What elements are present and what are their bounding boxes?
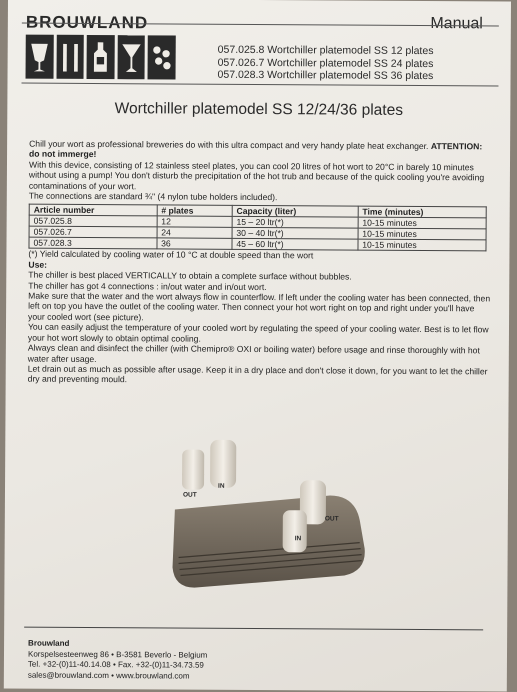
logo-tile-glass-icon: [117, 35, 145, 79]
column-header: Article number: [29, 205, 157, 217]
table-cell: 057.026.7: [29, 227, 157, 239]
article-references: [218, 44, 434, 83]
use-instruction: The chiller is best placed VERTICALLY to obtain a complete surface without bubbles.: [28, 269, 352, 282]
brand-logo: [26, 35, 176, 80]
footer-contact: [28, 639, 208, 682]
manual-page: [4, 0, 511, 692]
connector-out-left: [210, 440, 236, 488]
table-cell: 36: [157, 238, 232, 249]
intro-description: With this device, consisting of 12 stainless steel plates, you can cool 20 litres of hot wort to 20°C in barely 10 minutes without using a pump! You don't disturb the precipitation of the hot trub and because of the quick cooling you're avoiding contaminations of your wort.: [28, 159, 485, 191]
connector-in-left: [182, 450, 204, 490]
page-title: Wortchiller platemodel SS 12/24/36 plates: [114, 100, 404, 119]
brand-name: BROUWLAND: [25, 12, 149, 33]
chiller-body: [172, 491, 365, 588]
table-cell: 15 – 20 ltr(*): [232, 217, 358, 229]
intro-connections: The connections are standard ¾" (4 nylon tube holders included).: [28, 190, 278, 203]
logo-tile-columns-icon: [56, 35, 84, 79]
company-phone: Tel. +32-(0)11-40.14.08 • Fax. +32-(0)11-34.73.59: [27, 659, 204, 670]
column-header: Capacity (liter): [232, 206, 358, 218]
header-divider-bottom: [21, 83, 498, 87]
company-name: Brouwland: [28, 638, 70, 648]
manual-body: [28, 139, 491, 388]
label-in-left: IN: [218, 482, 225, 490]
logo-tile-bottle-icon: [87, 35, 115, 79]
table-cell: 10-15 minutes: [358, 229, 486, 241]
chiller-photo: [154, 439, 375, 590]
table-cell: 12: [157, 216, 232, 227]
table-cell: 45 – 60 ltr(*): [232, 239, 358, 251]
use-instruction: The chiller has got 4 connections : in/out water and in/out wort.: [28, 280, 267, 292]
company-web: sales@brouwland.com • www.brouwland.com: [27, 670, 190, 681]
footer-divider: [24, 627, 483, 631]
column-header: # plates: [157, 205, 232, 216]
table-cell: 057.025.8: [29, 216, 157, 228]
intro-text: Chill your wort as professional breweries do with this ultra compact and very handy plate heat exchanger. ATTENTION: do not immerge!: [29, 138, 483, 160]
logo-tile-goblet-icon: [26, 35, 54, 79]
use-instruction: Always clean and disinfect the chiller (with Chemipro® OXI or boiling water) before usage and rinse thoroughly with hot water after usage.: [27, 342, 480, 364]
use-heading: Use:: [28, 259, 48, 270]
table-cell: 30 – 40 ltr(*): [232, 228, 358, 240]
column-header: Time (minutes): [358, 207, 486, 219]
reference-line: 057.025.8 Wortchiller platemodel SS 12 plates: [217, 43, 434, 58]
reference-line: 057.028.3 Wortchiller platemodel SS 36 plates: [217, 68, 434, 83]
logo-tile-hops-icon: [148, 35, 176, 79]
table-cell: 10-15 minutes: [358, 218, 486, 230]
company-address: Korspelsesteenweg 86 • B-3581 Beverlo - Belgium: [27, 649, 208, 660]
label-out-right: OUT: [324, 515, 339, 523]
label-in-right: IN: [294, 535, 302, 543]
document-type: Manual: [430, 15, 483, 33]
specifications-table: [28, 204, 486, 252]
use-instruction: Make sure that the water and the wort always flow in counterflow. If left under the cooling water has been connected, then left on top you have the outlet of the cooling water. Then connect your hot wort right on top and right under you'll have your cooled wort (see picture).: [28, 290, 491, 323]
table-footnote: (*) Yield calculated by cooling water of 10 °C at double speed than the wort: [28, 249, 314, 261]
attention-warning: ATTENTION: do not immerge!: [29, 141, 483, 160]
table-cell: 24: [157, 227, 232, 238]
table-cell: 057.028.3: [29, 238, 157, 250]
use-instruction: Let drain out as much as possible after usage. Keep it in a dry place and don't close it down, for you want to let the chiller dry and preventing mould.: [27, 363, 488, 385]
reference-line: 057.026.7 Wortchiller platemodel SS 24 plates: [217, 56, 434, 70]
use-instruction: You can easily adjust the temperature of your cooled wort by regulating the speed of your cooling water. Best is to let flow your hot wort slowly to obtain optimal cooling.: [27, 321, 489, 344]
label-out-left: OUT: [182, 491, 197, 499]
connector-in-right: [283, 510, 307, 552]
table-cell: 10-15 minutes: [358, 240, 486, 252]
